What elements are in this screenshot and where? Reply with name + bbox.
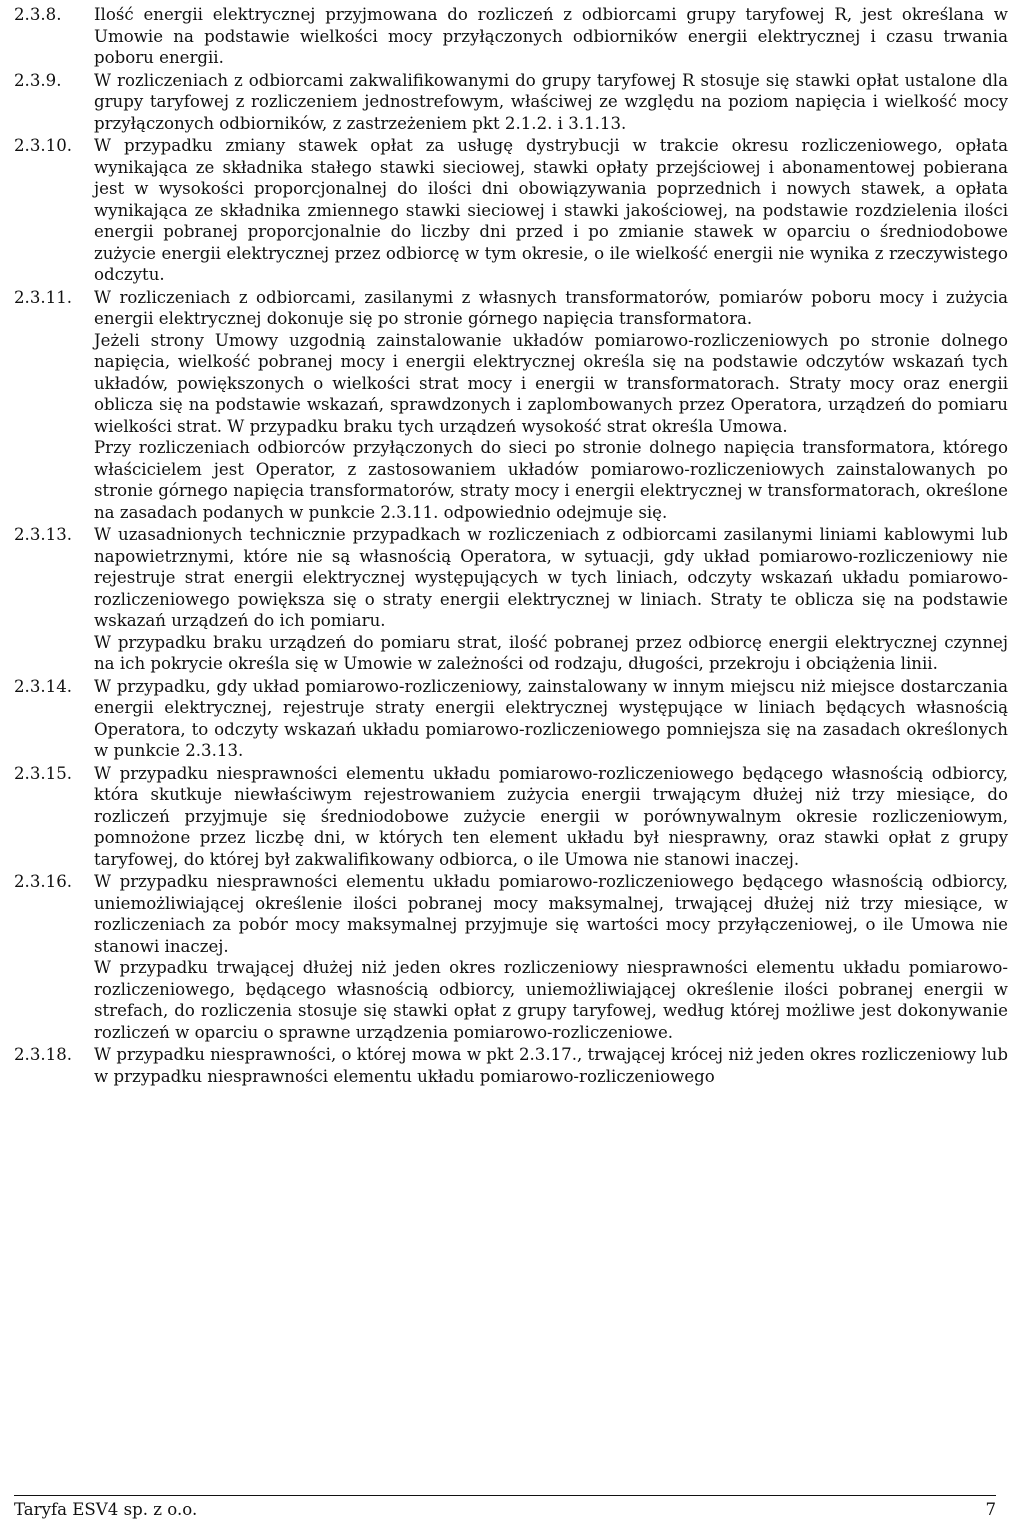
- clause-paragraph: W rozliczeniach z odbiorcami zakwalifikowanymi do grupy taryfowej R stosuje się stawki opłat ustalone dla grupy taryfowej z rozliczeniem jednostrefowym, właściwej ze względu na poziom napięcia i wielkość mocy przyłączonych odbiorników, z zastrzeżeniem pkt 2.1.2. i 3.1.13.: [94, 70, 1008, 133]
- clause-number: 2.3.10.: [14, 136, 73, 155]
- clause-item: [14, 70, 1008, 135]
- clause-number: 2.3.16.: [14, 872, 73, 891]
- clause-body: [94, 676, 1008, 762]
- clause-paragraph: W przypadku niesprawności elementu układu pomiarowo-rozliczeniowego będącego własnością odbiorcy, uniemożliwiającej określenie ilości pobranej mocy maksymalnej, trwającej dłużej niż trzy miesiące, w rozliczeniach za pobór mocy maksymalnej przyjmuje się wartości mocy przyłączeniowej, o ile Umowa nie stanowi inaczej.: [94, 872, 1008, 956]
- clause-item: [14, 871, 1008, 1043]
- clause-paragraph: W przypadku braku urządzeń do pomiaru strat, ilość pobranej przez odbiorcę energii elektrycznej czynnej na ich pokrycie określa się w Umowie w zależności od rodzaju, długości, przekroju i obciążenia linii.: [94, 632, 1008, 673]
- clause-number: 2.3.18.: [14, 1045, 73, 1064]
- clause-number: 2.3.8.: [14, 5, 62, 24]
- clause-item: [14, 676, 1008, 762]
- clause-item: [14, 4, 1008, 69]
- clause-item: [14, 287, 1008, 524]
- clause-body: [94, 871, 1008, 1043]
- clause-paragraph: W przypadku niesprawności elementu układu pomiarowo-rozliczeniowego będącego własnością odbiorcy, która skutkuje niewłaściwym rejestrowaniem zużycia energii trwającym dłużej niż trzy miesiące, do rozliczeń przyjmuje się średniodobowe zużycie energii w porównywalnym okresie rozliczeniowym, pomnożone przez liczbę dni, w których ten element układu był niesprawny, oraz stawki opłat z grupy taryfowej, do której był zakwalifikowany odbiorca, o ile Umowa nie stanowi inaczej.: [94, 763, 1008, 869]
- clause-body: [94, 287, 1008, 524]
- footer-rule: [14, 1495, 996, 1496]
- clause-paragraph: W przypadku niesprawności, o której mowa w pkt 2.3.17., trwającej krócej niż jeden okres rozliczeniowy lub w przypadku niesprawności elementu układu pomiarowo-rozliczeniowego: [94, 1045, 1008, 1086]
- clause-paragraph: W przypadku, gdy układ pomiarowo-rozliczeniowy, zainstalowany w innym miejscu niż miejsce dostarczania energii elektrycznej, rejestruje straty energii elektrycznej występujące w liniach będących własnością Operatora, to odczyty wskazań układu pomiarowo-rozliczeniowego pomniejsza się na zasadach określonych w punkcie 2.3.13.: [94, 676, 1008, 760]
- clause-body: [94, 135, 1008, 286]
- clause-number: 2.3.9.: [14, 70, 62, 90]
- clause-item: [14, 524, 1008, 675]
- clause-paragraph: W uzasadnionych technicznie przypadkach w rozliczeniach z odbiorcami zasilanymi liniami kablowymi lub napowietrznymi, które nie są własnością Operatora, w sytuacji, gdy układ pomiarowo-rozliczeniowy nie rejestruje strat energii elektrycznej występujących w tych liniach, odczyty wskazań układu pomiarowo-rozliczeniowego powiększa się o straty energii elektrycznej w liniach. Straty te oblicza się na podstawie wskazań urządzeń do ich pomiaru.: [94, 525, 1008, 630]
- clause-body: [94, 70, 1008, 135]
- clause-item: [14, 135, 1008, 286]
- clause-paragraph: Ilość energii elektrycznej przyjmowana do rozliczeń z odbiorcami grupy taryfowej R, jest określana w Umowie na podstawie wielkości mocy przyłączonych odbiorników energii elektrycznej i czasu trwania poboru energii.: [94, 5, 1008, 67]
- clause-paragraph: W przypadku trwającej dłużej niż jeden okres rozliczeniowy niesprawności elementu układu pomiarowo-rozliczeniowego, będącego własnością odbiorcy, uniemożliwiającej określenie ilości pobranej energii w strefach, do rozliczenia stosuje się stawki opłat z grupy taryfowej, według której możliwe jest dokonywanie rozliczeń w oparciu o sprawne urządzenia pomiarowo-rozliczeniowe.: [94, 958, 1008, 1042]
- clause-paragraph: Jeżeli strony Umowy uzgodnią zainstalowanie układów pomiarowo-rozliczeniowych po stronie dolnego napięcia, wielkość pobranej mocy i energii elektrycznej określa się na podstawie odczytów wskazań tych układów, powiększonych o wielkości strat mocy i energii w transformatorach. Straty mocy oraz energii oblicza się na podstawie wskazań, sprawdzonych i zaplombowanych przez Operatora, urządzeń do pomiaru wielkości strat. W przypadku braku tych urządzeń wysokość strat określa Umowa.: [94, 330, 1008, 436]
- clause-item: [14, 763, 1008, 871]
- clause-body: [94, 763, 1008, 871]
- clause-number: 2.3.13.: [14, 525, 73, 544]
- document-content: [14, 0, 1008, 1087]
- clause-body: [94, 1044, 1008, 1087]
- clause-number: 2.3.11.: [14, 287, 73, 307]
- clause-paragraph: W przypadku zmiany stawek opłat za usługę dystrybucji w trakcie okresu rozliczeniowego, opłata wynikająca ze składnika stałego stawki sieciowej, stawki opłaty przejściowej i abonamentowej pobierana jest w wysokości proporcjonalnej do ilości dni obowiązywania poprzednich i nowych stawek, a opłata wynikająca ze składnika zmiennego stawki sieciowej i stawki jakościowej, na podstawie rozdzielenia ilości energii pobranej proporcjonalnie do liczby dni przed i po zmianie stawek w oparciu o średniodobowe zużycie energii elektrycznej przez odbiorcę w tym okresie, o ile wielkość energii nie wynika z rzeczywistego odczytu.: [94, 136, 1008, 284]
- clause-number: 2.3.14.: [14, 676, 73, 696]
- clause-body: [94, 4, 1008, 69]
- clause-paragraph: W rozliczeniach z odbiorcami, zasilanymi z własnych transformatorów, pomiarów poboru mocy i zużycia energii elektrycznej dokonuje się po stronie górnego napięcia transformatora.: [94, 287, 1008, 328]
- clause-item: [14, 1044, 1008, 1087]
- page-footer: [14, 1500, 996, 1520]
- footer-company: Taryfa ESV4 sp. z o.o.: [14, 1500, 198, 1519]
- clause-number: 2.3.15.: [14, 763, 73, 783]
- clause-paragraph: Przy rozliczeniach odbiorców przyłączonych do sieci po stronie dolnego napięcia transformatora, którego właścicielem jest Operator, z zastosowaniem układów pomiarowo-rozliczeniowych zainstalowanych po stronie górnego napięcia transformatorów, straty mocy i energii elektrycznej w transformatorach, określone na zasadach podanych w punkcie 2.3.11. odpowiednio odejmuje się.: [94, 438, 1008, 522]
- clause-body: [94, 524, 1008, 675]
- footer-page-number: 7: [985, 1500, 996, 1519]
